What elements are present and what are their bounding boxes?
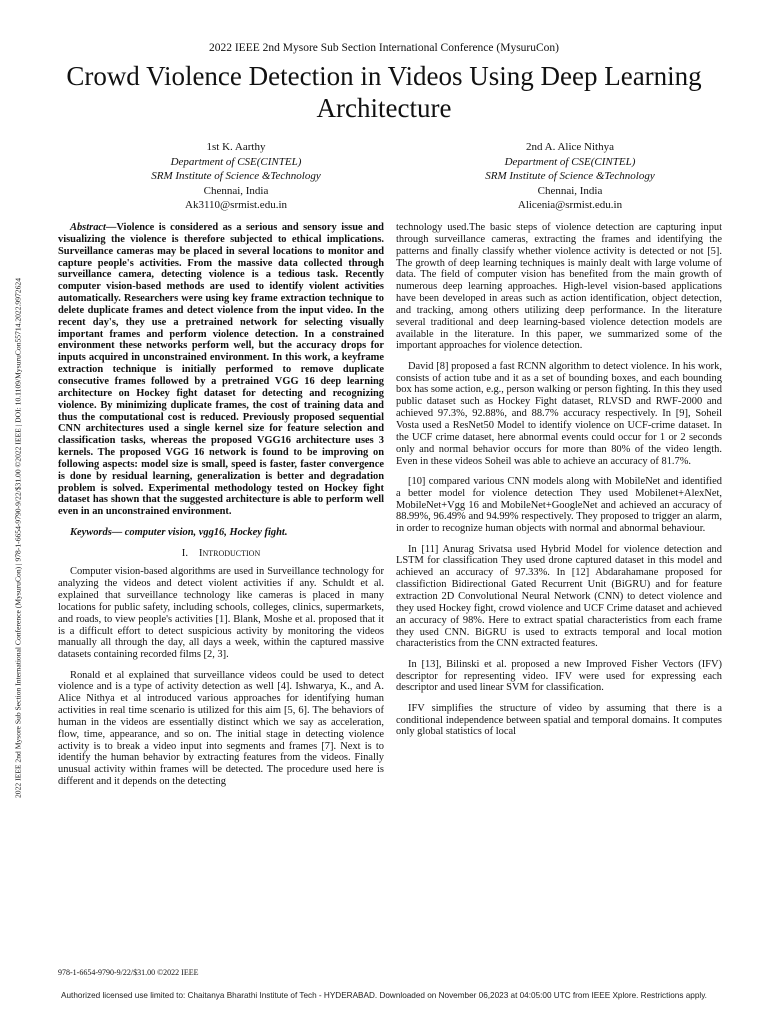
right-column [396, 222, 722, 747]
author-city: Chennai, India [537, 184, 603, 197]
body-paragraph: technology used.The basic steps of violence detection are capturing input through surveillance cameras, extracting the frames and identifying the patterns and finally classify whether violence activity is detected or not [5]. The growth of deep learning techniques is mainly dealt with large volume of data. The field of computer vision has benefited from the main growth of numerous deep learning approaches. High-level vision-based applications have been developed in areas such as action identification, object detection, and tracking, among others utilizing deep performance. In the literature several traditional and deep learning-based violence detection models are available in the literature. In this paper, we summarized some of the important approaches for violence detection. [396, 222, 722, 352]
section-title: Introduction [198, 547, 261, 560]
abstract-text: Violence is considered as a serious and sensory issue and visualizing the violence is therefore subjected to ethical implications. Surveillance cameras may be placed in several locations to monitor and capture people's activities. From the massive data collected through surveillance camera, detecting violence is a tedious task. Recently computer vision-based methods are used to identify violent activities automatically. Researchers were using key frame extraction technique to delete duplicate frames and detect violence from the input video. In the recent day's, they use a pretrained network for selecting visually important frames and perform violence detection. In a constrained environment these networks perform well, but the accuracy drops for inputs acquired in unconstrained environment. In this work, a keyframe extraction technique is initially performed to remove duplicate consecutive frames followed by a pretrained VGG 16 deep learning architecture on Hockey fight dataset for detecting and recognizing violence. By minimizing duplicate frames, the cost of training data and thus the computational cost is reduced. Previously proposed sequential CNN architectures used a single kernel size for feature selection and classification tasks, whereas the proposed VGG16 architecture uses 3 kernels. The proposed VGG 16 network is found to be improving on following aspects: model size is small, speed is faster, faster convergence is done by residual learning, generalization is better and degradation problem is solved. Experimental methodology tested on Hockey fight dataset has shown that the suggested architecture is able to perform well even in an unconstrained environment. [58, 222, 384, 518]
abstract [58, 222, 384, 518]
body-paragraph: In [13], Bilinski et al. proposed a new Improved Fisher Vectors (IFV) descriptor for representing video. IFV were used for expressing each descriptor and used linear SVM for classification. [396, 658, 722, 694]
author-department: Department of CSE(CINTEL) [170, 155, 302, 168]
author-name: 2nd A. Alice Nithya [526, 141, 614, 153]
author-name: 1st K. Aarthy [206, 141, 266, 153]
section-heading [58, 548, 384, 560]
body-paragraph: David [8] proposed a fast RCNN algorithm to detect violence. In his work, consists of action tube and it as a set of bounding boxes, and each bounding box has some action, e.g., person walking or person fighting. In this they used public dataset such as Hockey Fight dataset, RLVSD and RWF-2000 and achieved 97.3%, 92.88%, and 88.7% accuracy respectively. In [9], Soheil Vosta used a ResNet50 Model to identify violence on UCF-crime dataset. In the UCF crime dataset, here abnormal events could occur for 1 or 2 seconds only and normal behavior occurs for more than 80% of the video length. Even in these videos Soheil was able to achieve an accuracy of 81.7%. [396, 360, 722, 467]
author-email: Alicenia@srmist.edu.in [517, 199, 623, 211]
side-doi-strip [12, 178, 24, 898]
author-city: Chennai, India [203, 184, 269, 197]
side-doi-text: 2022 IEEE 2nd Mysore Sub Section International Conference (MysuruCon) | 978-1-6654-9790-9/22/$31.00 ©2022 IEEE | DOI: 10.1109/MysuruCon55714.2022.9972624 [13, 278, 23, 798]
body-paragraph: Ronald et al explained that surveillance videos could be used to detect violence and is a type of activity detection as well [4]. Ishwarya, K., and A. Alice Nithya et al introduced various approaches for identifying human activities in real time scenario is utilized for this aim [5, 6]. The behaviors of human in the videos are essentially distinct which we say as acceleration, flow, time, appearance, and so on. The initial stage in detecting violence activity is to break a video input into segments and frames [7]. Next is to identify the human behavior by extracting features from the videos. Finally unusual activity within frames will be detected. The procedure used here is different and it depends on the detecting [58, 669, 384, 788]
keywords: Keywords— computer vision, vgg16, Hockey fight. [70, 526, 288, 538]
author-block-1 [86, 140, 386, 213]
body-paragraph: In [11] Anurag Srivatsa used Hybrid Model for violence detection and LSTM for classification They used drone captured dataset in this model and achieved an accuracy of 97.33%. In [12] Abdarahamane proposed for classifiction Bidirectional Gated Recurrent Unit (BiGRU) and for feature extraction 2D Convolutional Neural Network (CNN) to detect violence and they used Hockey fight, crowd violence and UCF Crime dataset and achieved an accuracy of 98%. Here to extract spatial characteristics from each frame they used CNN. BiGRU is used to extracts temporal and local motion characteristics from the CNN extracted features. [396, 543, 722, 650]
author-institution: SRM Institute of Science &Technology [151, 170, 321, 182]
abstract-label: Abstract— [70, 222, 117, 233]
paper-title: Crowd Violence Detection in Videos Using Deep Learning Architecture [66, 61, 702, 123]
author-department: Department of CSE(CINTEL) [504, 155, 636, 168]
conference-header: 2022 IEEE 2nd Mysore Sub Section International Conference (MysuruCon) [208, 42, 560, 54]
left-column [58, 222, 384, 796]
footer-price: 978-1-6654-9790-9/22/$31.00 ©2022 IEEE [58, 968, 199, 977]
author-institution: SRM Institute of Science &Technology [485, 170, 655, 182]
body-paragraph: Computer vision-based algorithms are used in Surveillance technology for analyzing the videos and detect violent activities if any. Schuldt et al. explained that surveillance technology like cameras is placed in many locations for public safety, including schools, colleges, clinics, supermarkets, and roads, to view people's activities [1]. Blank, Moshe et al. proposed that it is a difficult effort to detect suspicious activity by monitoring the videos manually all through the day, all days a week, within the captured massive datasets containing recorded films [2, 3]. [58, 566, 384, 661]
author-block-2 [420, 140, 720, 213]
author-email: Ak3110@srmist.edu.in [185, 199, 287, 211]
license-notice: Authorized licensed use limited to: Chaitanya Bharathi Institute of Tech - HYDERABAD. Downloaded on November 06,2023 at 04:05:00 UTC from IEEE Xplore. Restrictions apply. [61, 991, 707, 1000]
section-number: I. [181, 547, 189, 560]
body-paragraph: IFV simplifies the structure of video by assuming that there is a conditional independence between spatial and temporal domains. It computes only global statistics of local [396, 702, 722, 738]
body-paragraph: [10] compared various CNN models along with MobileNet and identified a better model for violence detection They used Mobilenet+AlexNet, MobileNet+Vgg 16 and MobileNet+GoogleNet and achieved an accuracy of 88.99%, 96.49% and 94.99% respectively. They proposed to trigger an alarm, in order to recognize human objects with normal and abnormal behaviour. [396, 475, 722, 535]
